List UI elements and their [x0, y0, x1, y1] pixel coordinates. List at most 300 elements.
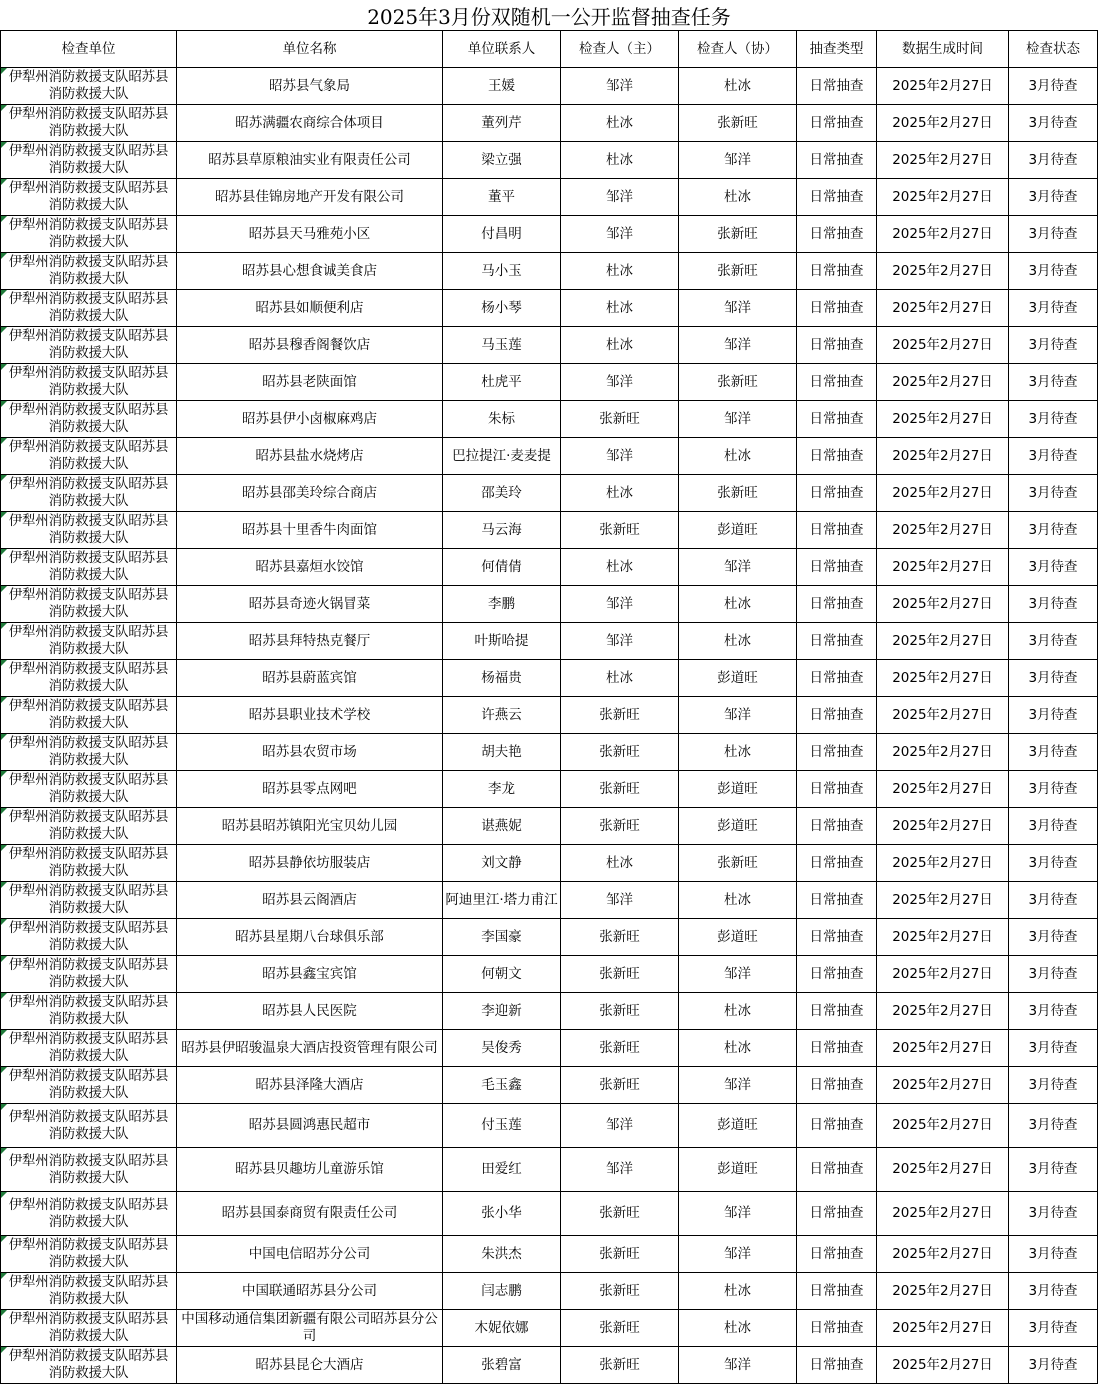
contact-cell: 吴俊秀: [443, 1030, 561, 1067]
table-row: [1, 1030, 1098, 1067]
name-cell: 昭苏县蔚蓝宾馆: [177, 660, 443, 697]
main-inspector-cell: 张新旺: [561, 1236, 679, 1273]
assist-inspector-cell: 杜冰: [679, 993, 797, 1030]
status-cell: 3月待查: [1009, 475, 1098, 512]
name-cell: 昭苏县如顺便利店: [177, 290, 443, 327]
table-row: [1, 549, 1098, 586]
date-cell: 2025年2月27日: [877, 1104, 1009, 1148]
name-cell: 昭苏县盐水烧烤店: [177, 438, 443, 475]
name-cell: 昭苏县人民医院: [177, 993, 443, 1030]
main-inspector-cell: 邹洋: [561, 179, 679, 216]
table-row: [1, 1273, 1098, 1310]
unit-cell: 伊犁州消防救援支队昭苏县消防救援大队: [1, 549, 177, 586]
status-cell: 3月待查: [1009, 1310, 1098, 1347]
date-cell: 2025年2月27日: [877, 882, 1009, 919]
main-inspector-cell: 张新旺: [561, 1273, 679, 1310]
type-cell: 日常抽查: [797, 142, 877, 179]
table-row: [1, 105, 1098, 142]
main-inspector-cell: 杜冰: [561, 253, 679, 290]
table-row: [1, 401, 1098, 438]
type-cell: 日常抽查: [797, 771, 877, 808]
status-cell: 3月待查: [1009, 179, 1098, 216]
date-cell: 2025年2月27日: [877, 808, 1009, 845]
header-cell-status: 检查状态: [1009, 31, 1098, 68]
main-inspector-cell: 邹洋: [561, 364, 679, 401]
type-cell: 日常抽查: [797, 697, 877, 734]
date-cell: 2025年2月27日: [877, 327, 1009, 364]
date-cell: 2025年2月27日: [877, 549, 1009, 586]
name-cell: 昭苏县贝趣坊儿童游乐馆: [177, 1148, 443, 1192]
contact-cell: 张碧富: [443, 1347, 561, 1384]
table-row: [1, 882, 1098, 919]
name-cell: 昭苏县心想食诚美食店: [177, 253, 443, 290]
table-row: [1, 1067, 1098, 1104]
header-cell-assist-inspector: 检查人（协）: [679, 31, 797, 68]
main-inspector-cell: 张新旺: [561, 808, 679, 845]
type-cell: 日常抽查: [797, 808, 877, 845]
table-row: [1, 179, 1098, 216]
name-cell: 昭苏县静依坊服装店: [177, 845, 443, 882]
type-cell: 日常抽查: [797, 586, 877, 623]
type-cell: 日常抽查: [797, 1067, 877, 1104]
status-cell: 3月待查: [1009, 734, 1098, 771]
status-cell: 3月待查: [1009, 68, 1098, 105]
type-cell: 日常抽查: [797, 512, 877, 549]
type-cell: 日常抽查: [797, 623, 877, 660]
assist-inspector-cell: 张新旺: [679, 845, 797, 882]
main-inspector-cell: 张新旺: [561, 956, 679, 993]
date-cell: 2025年2月27日: [877, 216, 1009, 253]
date-cell: 2025年2月27日: [877, 438, 1009, 475]
date-cell: 2025年2月27日: [877, 1236, 1009, 1273]
type-cell: 日常抽查: [797, 549, 877, 586]
unit-cell: 伊犁州消防救援支队昭苏县消防救援大队: [1, 1236, 177, 1273]
assist-inspector-cell: 杜冰: [679, 68, 797, 105]
contact-cell: 李鹏: [443, 586, 561, 623]
contact-cell: 杨福贵: [443, 660, 561, 697]
status-cell: 3月待查: [1009, 216, 1098, 253]
contact-cell: 王媛: [443, 68, 561, 105]
name-cell: 昭苏县十里香牛肉面馆: [177, 512, 443, 549]
type-cell: 日常抽查: [797, 216, 877, 253]
status-cell: 3月待查: [1009, 142, 1098, 179]
table-row: [1, 845, 1098, 882]
name-cell: 昭苏县穆香阁餐饮店: [177, 327, 443, 364]
page-title: 2025年3月份双随机一公开监督抽查任务: [367, 5, 731, 29]
status-cell: 3月待查: [1009, 586, 1098, 623]
unit-cell: 伊犁州消防救援支队昭苏县消防救援大队: [1, 1347, 177, 1384]
contact-cell: 董列芹: [443, 105, 561, 142]
header-cell-main-inspector: 检查人（主）: [561, 31, 679, 68]
table-row: [1, 142, 1098, 179]
date-cell: 2025年2月27日: [877, 105, 1009, 142]
date-cell: 2025年2月27日: [877, 586, 1009, 623]
status-cell: 3月待查: [1009, 1273, 1098, 1310]
table-row: [1, 364, 1098, 401]
contact-cell: 李国豪: [443, 919, 561, 956]
unit-cell: 伊犁州消防救援支队昭苏县消防救援大队: [1, 327, 177, 364]
name-cell: 昭苏县伊昭骏温泉大酒店投资管理有限公司: [177, 1030, 443, 1067]
assist-inspector-cell: 张新旺: [679, 364, 797, 401]
name-cell: 昭苏县昆仑大酒店: [177, 1347, 443, 1384]
unit-cell: 伊犁州消防救援支队昭苏县消防救援大队: [1, 1104, 177, 1148]
main-inspector-cell: 杜冰: [561, 660, 679, 697]
status-cell: 3月待查: [1009, 1192, 1098, 1236]
status-cell: 3月待查: [1009, 1030, 1098, 1067]
task-table: [0, 30, 1098, 1384]
assist-inspector-cell: 彭道旺: [679, 512, 797, 549]
date-cell: 2025年2月27日: [877, 1030, 1009, 1067]
table-row: [1, 290, 1098, 327]
contact-cell: 马云海: [443, 512, 561, 549]
contact-cell: 巴拉提江·麦麦提: [443, 438, 561, 475]
type-cell: 日常抽查: [797, 68, 877, 105]
table-row: [1, 919, 1098, 956]
date-cell: 2025年2月27日: [877, 179, 1009, 216]
contact-cell: 叶斯哈提: [443, 623, 561, 660]
status-cell: 3月待查: [1009, 993, 1098, 1030]
status-cell: 3月待查: [1009, 956, 1098, 993]
contact-cell: 马小玉: [443, 253, 561, 290]
status-cell: 3月待查: [1009, 290, 1098, 327]
type-cell: 日常抽查: [797, 1273, 877, 1310]
name-cell: 昭苏县佳锦房地产开发有限公司: [177, 179, 443, 216]
date-cell: 2025年2月27日: [877, 364, 1009, 401]
assist-inspector-cell: 邹洋: [679, 290, 797, 327]
main-inspector-cell: 张新旺: [561, 512, 679, 549]
status-cell: 3月待查: [1009, 845, 1098, 882]
assist-inspector-cell: 彭道旺: [679, 1148, 797, 1192]
status-cell: 3月待查: [1009, 1148, 1098, 1192]
main-inspector-cell: 杜冰: [561, 105, 679, 142]
unit-cell: 伊犁州消防救援支队昭苏县消防救援大队: [1, 438, 177, 475]
main-inspector-cell: 张新旺: [561, 734, 679, 771]
main-inspector-cell: 杜冰: [561, 290, 679, 327]
assist-inspector-cell: 邹洋: [679, 549, 797, 586]
status-cell: 3月待查: [1009, 253, 1098, 290]
assist-inspector-cell: 张新旺: [679, 253, 797, 290]
main-inspector-cell: 张新旺: [561, 1067, 679, 1104]
assist-inspector-cell: 杜冰: [679, 586, 797, 623]
unit-cell: 伊犁州消防救援支队昭苏县消防救援大队: [1, 882, 177, 919]
contact-cell: 付昌明: [443, 216, 561, 253]
contact-cell: 胡夫艳: [443, 734, 561, 771]
status-cell: 3月待查: [1009, 105, 1098, 142]
assist-inspector-cell: 邹洋: [679, 1067, 797, 1104]
assist-inspector-cell: 邹洋: [679, 401, 797, 438]
name-cell: 昭苏县圆鸿惠民超市: [177, 1104, 443, 1148]
unit-cell: 伊犁州消防救援支队昭苏县消防救援大队: [1, 845, 177, 882]
contact-cell: 田爱红: [443, 1148, 561, 1192]
contact-cell: 朱洪杰: [443, 1236, 561, 1273]
contact-cell: 付玉莲: [443, 1104, 561, 1148]
unit-cell: 伊犁州消防救援支队昭苏县消防救援大队: [1, 734, 177, 771]
table-row: [1, 956, 1098, 993]
name-cell: 昭苏县云阁酒店: [177, 882, 443, 919]
header-cell-name: 单位名称: [177, 31, 443, 68]
type-cell: 日常抽查: [797, 364, 877, 401]
name-cell: 昭苏县邵美玲综合商店: [177, 475, 443, 512]
table-row: [1, 660, 1098, 697]
table-row: [1, 1148, 1098, 1192]
contact-cell: 毛玉鑫: [443, 1067, 561, 1104]
type-cell: 日常抽查: [797, 1104, 877, 1148]
assist-inspector-cell: 杜冰: [679, 1030, 797, 1067]
date-cell: 2025年2月27日: [877, 142, 1009, 179]
status-cell: 3月待查: [1009, 549, 1098, 586]
header-cell-contact: 单位联系人: [443, 31, 561, 68]
date-cell: 2025年2月27日: [877, 697, 1009, 734]
contact-cell: 杜虎平: [443, 364, 561, 401]
type-cell: 日常抽查: [797, 1310, 877, 1347]
name-cell: 昭苏县天马雅苑小区: [177, 216, 443, 253]
status-cell: 3月待查: [1009, 623, 1098, 660]
unit-cell: 伊犁州消防救援支队昭苏县消防救援大队: [1, 1273, 177, 1310]
assist-inspector-cell: 杜冰: [679, 623, 797, 660]
main-inspector-cell: 张新旺: [561, 1030, 679, 1067]
status-cell: 3月待查: [1009, 401, 1098, 438]
main-inspector-cell: 张新旺: [561, 697, 679, 734]
type-cell: 日常抽查: [797, 734, 877, 771]
name-cell: 中国电信昭苏分公司: [177, 1236, 443, 1273]
name-cell: 中国移动通信集团新疆有限公司昭苏县分公司: [177, 1310, 443, 1347]
table-row: [1, 1310, 1098, 1347]
name-cell: 昭苏县老陕面馆: [177, 364, 443, 401]
assist-inspector-cell: 邹洋: [679, 142, 797, 179]
assist-inspector-cell: 杜冰: [679, 1273, 797, 1310]
contact-cell: 木妮依娜: [443, 1310, 561, 1347]
assist-inspector-cell: 杜冰: [679, 438, 797, 475]
table-row: [1, 216, 1098, 253]
unit-cell: 伊犁州消防救援支队昭苏县消防救援大队: [1, 68, 177, 105]
name-cell: 昭苏县鑫宝宾馆: [177, 956, 443, 993]
date-cell: 2025年2月27日: [877, 253, 1009, 290]
status-cell: 3月待查: [1009, 808, 1098, 845]
unit-cell: 伊犁州消防救援支队昭苏县消防救援大队: [1, 512, 177, 549]
date-cell: 2025年2月27日: [877, 993, 1009, 1030]
status-cell: 3月待查: [1009, 919, 1098, 956]
assist-inspector-cell: 邹洋: [679, 1192, 797, 1236]
table-row: [1, 438, 1098, 475]
main-inspector-cell: 张新旺: [561, 401, 679, 438]
date-cell: 2025年2月27日: [877, 68, 1009, 105]
date-cell: 2025年2月27日: [877, 1347, 1009, 1384]
contact-cell: 李龙: [443, 771, 561, 808]
table-row: [1, 68, 1098, 105]
unit-cell: 伊犁州消防救援支队昭苏县消防救援大队: [1, 660, 177, 697]
main-inspector-cell: 张新旺: [561, 1192, 679, 1236]
contact-cell: 刘文静: [443, 845, 561, 882]
type-cell: 日常抽查: [797, 845, 877, 882]
type-cell: 日常抽查: [797, 660, 877, 697]
date-cell: 2025年2月27日: [877, 845, 1009, 882]
date-cell: 2025年2月27日: [877, 623, 1009, 660]
date-cell: 2025年2月27日: [877, 1273, 1009, 1310]
main-inspector-cell: 杜冰: [561, 327, 679, 364]
assist-inspector-cell: 张新旺: [679, 216, 797, 253]
assist-inspector-cell: 邹洋: [679, 327, 797, 364]
assist-inspector-cell: 彭道旺: [679, 919, 797, 956]
unit-cell: 伊犁州消防救援支队昭苏县消防救援大队: [1, 216, 177, 253]
main-inspector-cell: 杜冰: [561, 142, 679, 179]
date-cell: 2025年2月27日: [877, 1148, 1009, 1192]
main-inspector-cell: 邹洋: [561, 68, 679, 105]
contact-cell: 何朝文: [443, 956, 561, 993]
status-cell: 3月待查: [1009, 1067, 1098, 1104]
assist-inspector-cell: 张新旺: [679, 475, 797, 512]
name-cell: 昭苏县奇迹火锅冒菜: [177, 586, 443, 623]
name-cell: 昭苏县嘉烜水饺馆: [177, 549, 443, 586]
table-row: [1, 1192, 1098, 1236]
main-inspector-cell: 杜冰: [561, 549, 679, 586]
contact-cell: 梁立强: [443, 142, 561, 179]
status-cell: 3月待查: [1009, 697, 1098, 734]
unit-cell: 伊犁州消防救援支队昭苏县消防救援大队: [1, 623, 177, 660]
assist-inspector-cell: 杜冰: [679, 734, 797, 771]
date-cell: 2025年2月27日: [877, 771, 1009, 808]
unit-cell: 伊犁州消防救援支队昭苏县消防救援大队: [1, 771, 177, 808]
unit-cell: 伊犁州消防救援支队昭苏县消防救援大队: [1, 1067, 177, 1104]
contact-cell: 谌燕妮: [443, 808, 561, 845]
date-cell: 2025年2月27日: [877, 1192, 1009, 1236]
type-cell: 日常抽查: [797, 253, 877, 290]
name-cell: 昭苏县昭苏镇阳光宝贝幼儿园: [177, 808, 443, 845]
name-cell: 昭苏县职业技术学校: [177, 697, 443, 734]
assist-inspector-cell: 彭道旺: [679, 1104, 797, 1148]
status-cell: 3月待查: [1009, 512, 1098, 549]
contact-cell: 邵美玲: [443, 475, 561, 512]
assist-inspector-cell: 杜冰: [679, 179, 797, 216]
status-cell: 3月待查: [1009, 364, 1098, 401]
type-cell: 日常抽查: [797, 1347, 877, 1384]
date-cell: 2025年2月27日: [877, 660, 1009, 697]
contact-cell: 何倩倩: [443, 549, 561, 586]
type-cell: 日常抽查: [797, 290, 877, 327]
table-row: [1, 1347, 1098, 1384]
main-inspector-cell: 邹洋: [561, 882, 679, 919]
assist-inspector-cell: 邹洋: [679, 1347, 797, 1384]
unit-cell: 伊犁州消防救援支队昭苏县消防救援大队: [1, 586, 177, 623]
assist-inspector-cell: 杜冰: [679, 1310, 797, 1347]
date-cell: 2025年2月27日: [877, 956, 1009, 993]
unit-cell: 伊犁州消防救援支队昭苏县消防救援大队: [1, 142, 177, 179]
status-cell: 3月待查: [1009, 1347, 1098, 1384]
unit-cell: 伊犁州消防救援支队昭苏县消防救援大队: [1, 697, 177, 734]
name-cell: 昭苏县零点网吧: [177, 771, 443, 808]
contact-cell: 阿迪里江·塔力甫江: [443, 882, 561, 919]
unit-cell: 伊犁州消防救援支队昭苏县消防救援大队: [1, 253, 177, 290]
main-inspector-cell: 邹洋: [561, 438, 679, 475]
contact-cell: 张小华: [443, 1192, 561, 1236]
main-inspector-cell: 张新旺: [561, 919, 679, 956]
table-row: [1, 327, 1098, 364]
table-row: [1, 771, 1098, 808]
table-row: [1, 993, 1098, 1030]
main-inspector-cell: 邹洋: [561, 1148, 679, 1192]
date-cell: 2025年2月27日: [877, 512, 1009, 549]
status-cell: 3月待查: [1009, 771, 1098, 808]
table-row: [1, 734, 1098, 771]
main-inspector-cell: 邹洋: [561, 623, 679, 660]
type-cell: 日常抽查: [797, 956, 877, 993]
type-cell: 日常抽查: [797, 1030, 877, 1067]
type-cell: 日常抽查: [797, 1236, 877, 1273]
unit-cell: 伊犁州消防救援支队昭苏县消防救援大队: [1, 1192, 177, 1236]
status-cell: 3月待查: [1009, 1236, 1098, 1273]
assist-inspector-cell: 彭道旺: [679, 808, 797, 845]
table-row: [1, 697, 1098, 734]
name-cell: 昭苏县伊小卤椒麻鸡店: [177, 401, 443, 438]
type-cell: 日常抽查: [797, 1192, 877, 1236]
status-cell: 3月待查: [1009, 327, 1098, 364]
table-row: [1, 586, 1098, 623]
type-cell: 日常抽查: [797, 438, 877, 475]
name-cell: 昭苏县农贸市场: [177, 734, 443, 771]
status-cell: 3月待查: [1009, 882, 1098, 919]
contact-cell: 李迎新: [443, 993, 561, 1030]
name-cell: 昭苏县星期八台球俱乐部: [177, 919, 443, 956]
type-cell: 日常抽查: [797, 179, 877, 216]
name-cell: 昭苏县国泰商贸有限责任公司: [177, 1192, 443, 1236]
table-row: [1, 1104, 1098, 1148]
assist-inspector-cell: 杜冰: [679, 882, 797, 919]
main-inspector-cell: 邹洋: [561, 216, 679, 253]
unit-cell: 伊犁州消防救援支队昭苏县消防救援大队: [1, 919, 177, 956]
name-cell: 昭苏满疆农商综合体项目: [177, 105, 443, 142]
main-inspector-cell: 杜冰: [561, 475, 679, 512]
contact-cell: 朱标: [443, 401, 561, 438]
name-cell: 昭苏县泽隆大酒店: [177, 1067, 443, 1104]
type-cell: 日常抽查: [797, 475, 877, 512]
type-cell: 日常抽查: [797, 401, 877, 438]
header-cell-type: 抽查类型: [797, 31, 877, 68]
status-cell: 3月待查: [1009, 1104, 1098, 1148]
table-row: [1, 512, 1098, 549]
date-cell: 2025年2月27日: [877, 475, 1009, 512]
main-inspector-cell: 张新旺: [561, 1310, 679, 1347]
main-inspector-cell: 张新旺: [561, 771, 679, 808]
unit-cell: 伊犁州消防救援支队昭苏县消防救援大队: [1, 993, 177, 1030]
unit-cell: 伊犁州消防救援支队昭苏县消防救援大队: [1, 1310, 177, 1347]
date-cell: 2025年2月27日: [877, 734, 1009, 771]
main-inspector-cell: 张新旺: [561, 1347, 679, 1384]
contact-cell: 闫志鹏: [443, 1273, 561, 1310]
table-row: [1, 253, 1098, 290]
assist-inspector-cell: 邹洋: [679, 697, 797, 734]
name-cell: 昭苏县拜特热克餐厅: [177, 623, 443, 660]
contact-cell: 杨小琴: [443, 290, 561, 327]
main-inspector-cell: 张新旺: [561, 993, 679, 1030]
date-cell: 2025年2月27日: [877, 290, 1009, 327]
assist-inspector-cell: 邹洋: [679, 956, 797, 993]
type-cell: 日常抽查: [797, 1148, 877, 1192]
unit-cell: 伊犁州消防救援支队昭苏县消防救援大队: [1, 1030, 177, 1067]
type-cell: 日常抽查: [797, 993, 877, 1030]
assist-inspector-cell: 张新旺: [679, 105, 797, 142]
type-cell: 日常抽查: [797, 327, 877, 364]
type-cell: 日常抽查: [797, 882, 877, 919]
header-cell-unit: 检查单位: [1, 31, 177, 68]
assist-inspector-cell: 彭道旺: [679, 771, 797, 808]
header-row: [1, 31, 1098, 68]
date-cell: 2025年2月27日: [877, 1310, 1009, 1347]
status-cell: 3月待查: [1009, 438, 1098, 475]
contact-cell: 董平: [443, 179, 561, 216]
status-cell: 3月待查: [1009, 660, 1098, 697]
name-cell: 昭苏县气象局: [177, 68, 443, 105]
assist-inspector-cell: 邹洋: [679, 1236, 797, 1273]
name-cell: 昭苏县草原粮油实业有限责任公司: [177, 142, 443, 179]
